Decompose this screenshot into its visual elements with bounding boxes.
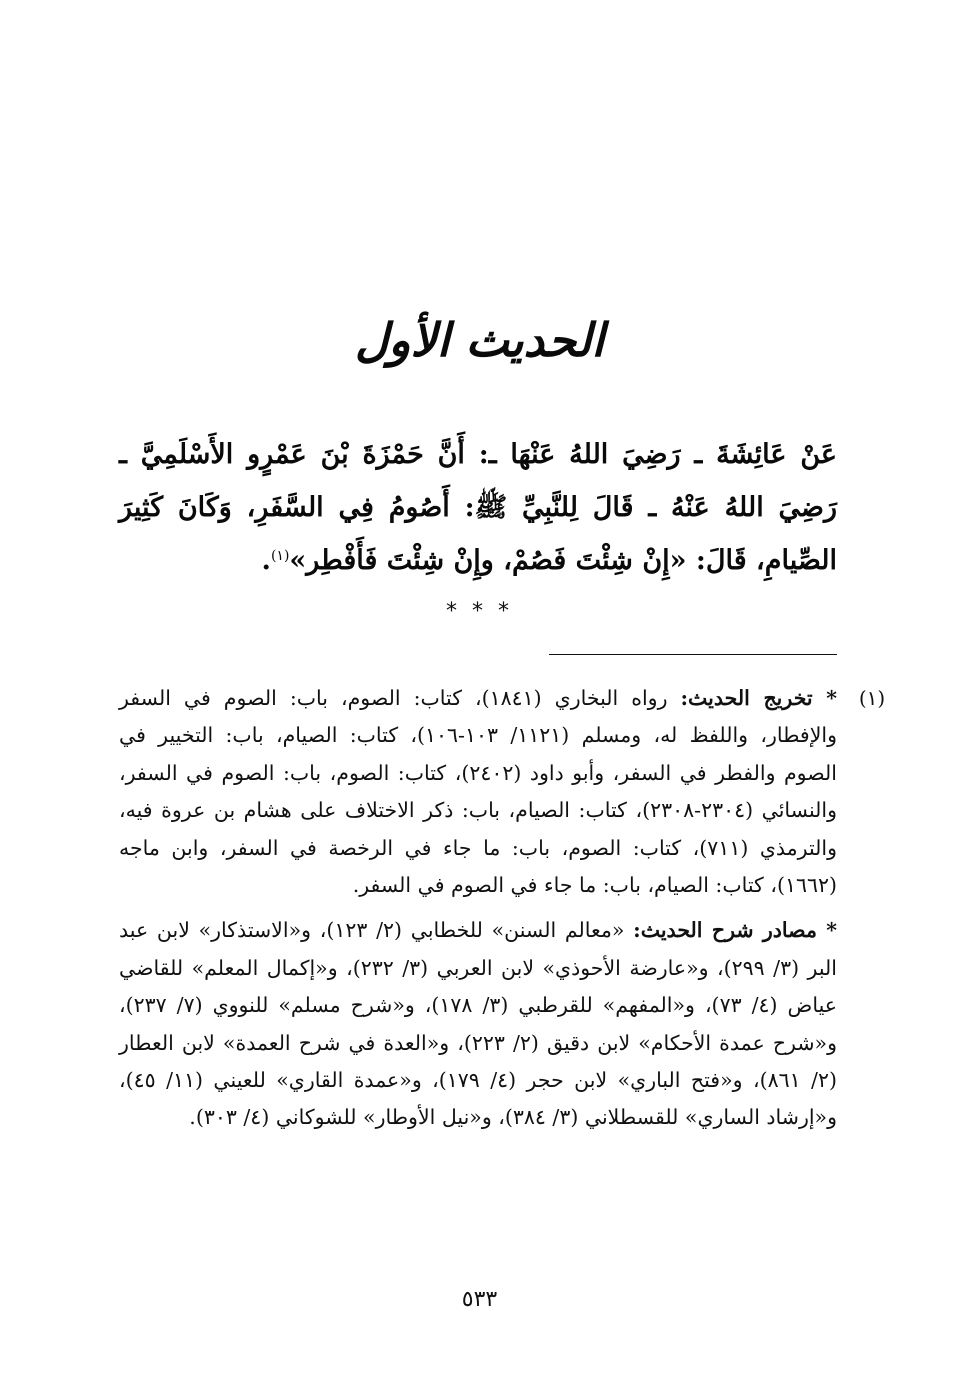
page-number: ٥٣٣ <box>461 1287 498 1312</box>
footnote-reference[interactable]: (١) <box>270 548 290 564</box>
chapter-title: الحديث الأول <box>354 313 605 367</box>
footnote-sources-text: «معالم السنن» للخطابي (٢/ ١٢٣)، و«الاستذكار» لابن عبد البر (٣/ ٢٩٩)، و«عارضة الأحوذي» لابن العربي (٣/ ٢٣٢)، و«إكمال المعلم» للقاضي عياض (٤/ ٧٣)، و«المفهم» للقرطبي (٣/ ١٧٨)، و«شرح مسلم» للنووي (٧/ ٢٣٧)، و«شرح عمدة الأحكام» لابن دقيق (٢/ ٢٢٣)، و«العدة في شرح العمدة» لابن العطار (٢/ ٨٦١)، و«فتح الباري» لابن حجر (٤/ ١٧٩)، و«عمدة القاري» للعيني (١١/ ٤٥)، و«إرشاد الساري» للقسطلاني (٣/ ٣٨٤)، و«نيل الأوطار» للشوكاني (٤/ ٣٠٣). <box>119 918 837 1130</box>
hadith-body: عَنْ عَائِشَةَ ـ رَضِيَ اللهُ عَنْهَا ـ: أَنَّ حَمْزَةَ بْنَ عَمْرٍو الأَسْلَمِيَّ ـ رَضِيَ اللهُ عَنْهُ ـ قَالَ لِلنَّبِيِّ ﷺ: أَصُومُ فِي السَّفَرِ، وَكَانَ كَثِيرَ الصِّيامِ، قَالَ: «إِنْ شِئْتَ فَصُمْ، وإِنْ شِئْتَ فَأَفْطِر» <box>119 439 837 576</box>
hadith-text <box>119 428 837 587</box>
hadith-end-mark: . <box>261 545 271 576</box>
footnote-takhrij-text: رواه البخاري (١٨٤١)، كتاب: الصوم، باب: الصوم في السفر والإفطار، واللفظ له، ومسلم (١١٢١/ ١٠٣-١٠٦)، كتاب: الصيام، باب: التخيير في الصوم والفطر في السفر، وأبو داود (٢٤٠٢)، كتاب: الصوم، باب: الصوم في السفر، والنسائي (٢٣٠٤-٢٣٠٨)، كتاب: الصيام، باب: ذكر الاختلاف على هشام بن عروة فيه، والترمذي (٧١١)، كتاب: الصوم، باب: ما جاء في الرخصة في السفر، وابن ماجه (١٦٦٢)، كتاب: الصيام، باب: ما جاء في الصوم في السفر. <box>119 686 838 898</box>
section-separator: * * * <box>446 599 513 624</box>
footnote-sources-paragraph <box>119 912 837 1136</box>
footnote-number: (١) <box>858 686 886 710</box>
footnote-sources-heading: * مصادر شرح الحديث: <box>633 918 837 943</box>
footnote-takhrij-paragraph <box>119 680 837 904</box>
footnote-1 <box>119 680 886 1137</box>
footnotes-section <box>119 680 886 1137</box>
footnote-takhrij-heading: * تخريج الحديث: <box>680 686 837 710</box>
footnote-divider <box>549 654 837 655</box>
